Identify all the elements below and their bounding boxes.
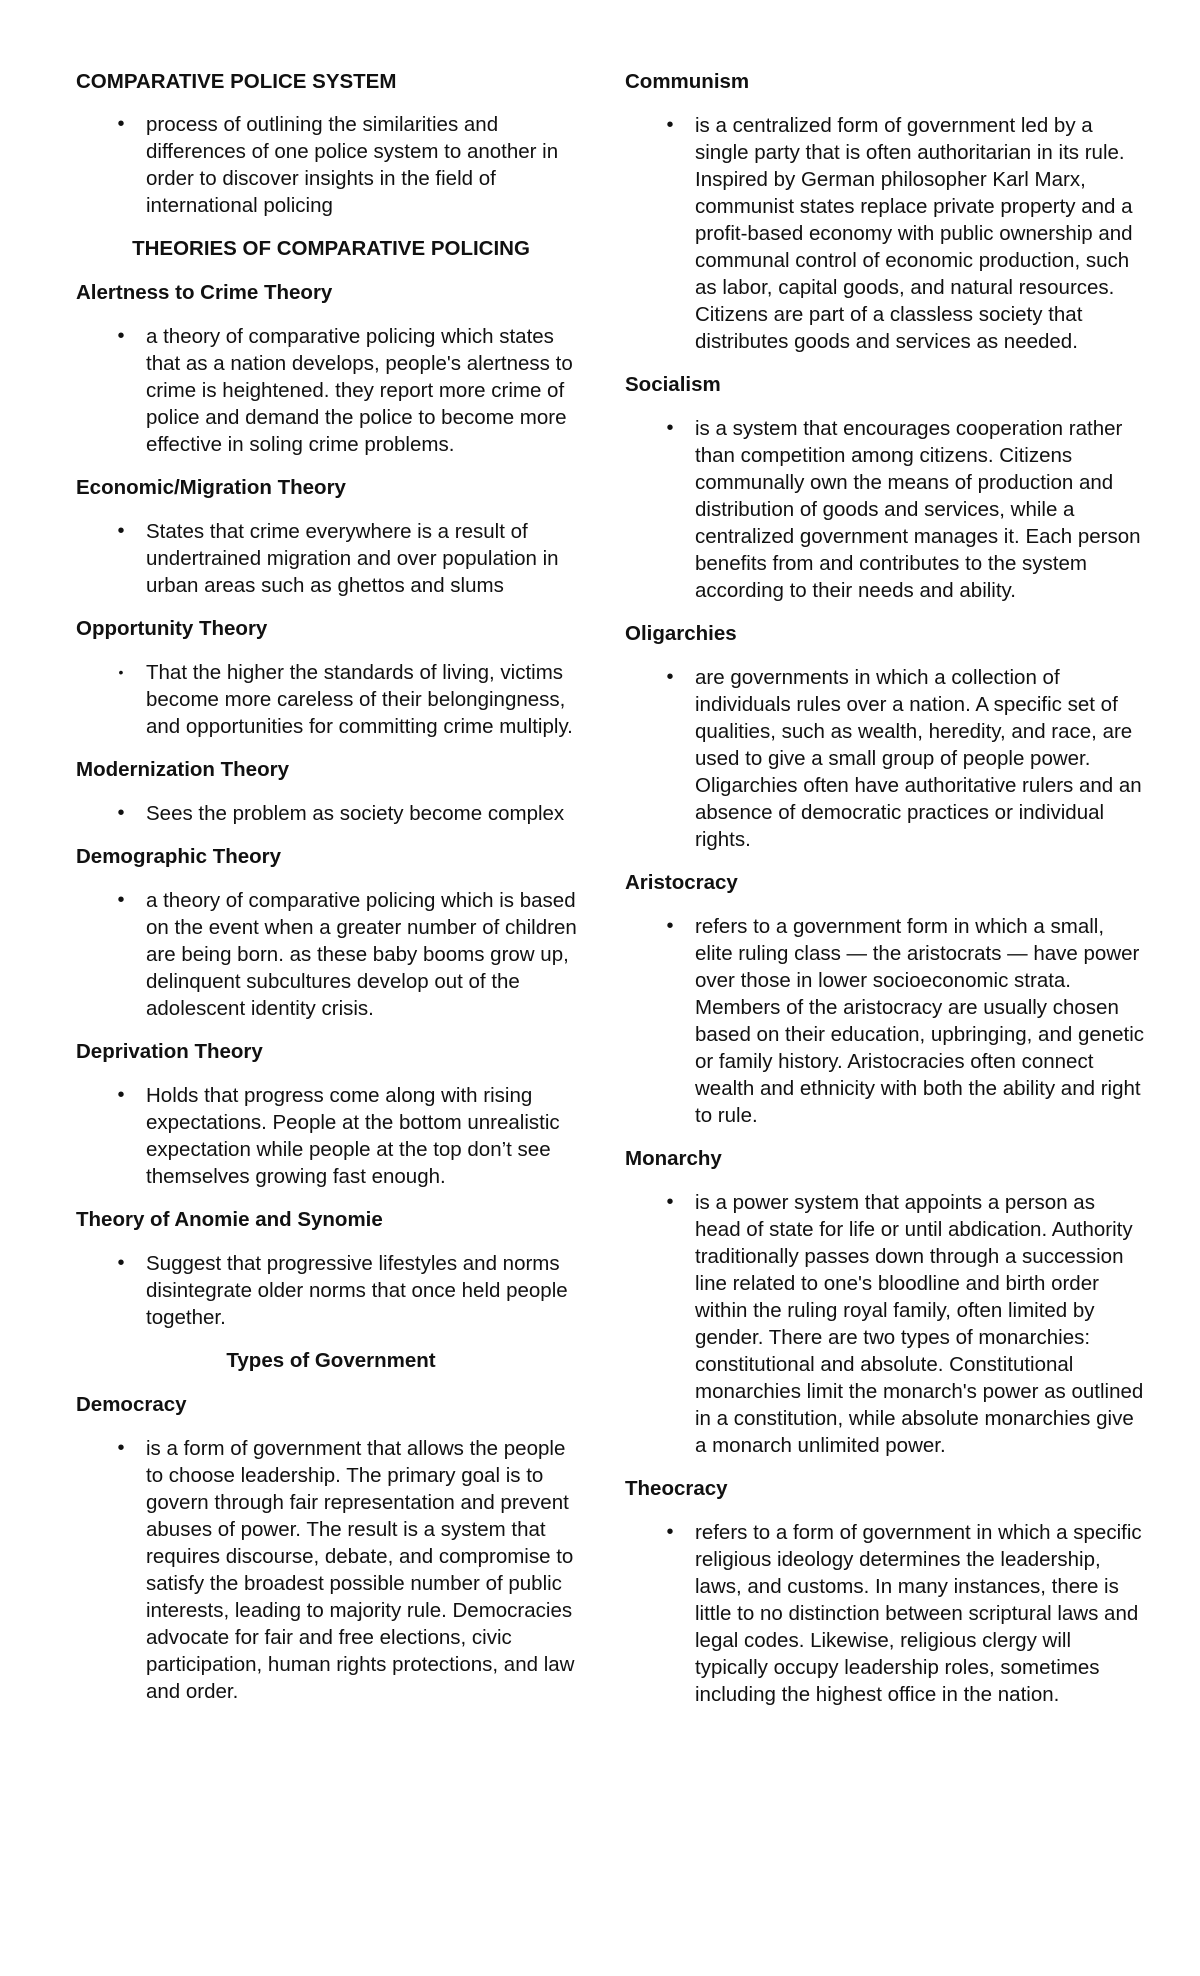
title-definition — [76, 111, 586, 219]
theory-description — [76, 887, 586, 1022]
government-description — [625, 112, 1145, 355]
theory-description-text: a theory of comparative policing which is based on the event when a greater number of children are being born. as these baby booms grow up, delinquent subcultures develop out of the adolescent identity crisis. — [146, 889, 577, 1020]
bullet-icon: • — [666, 666, 674, 688]
theory-heading: Alertness to Crime Theory — [76, 281, 333, 304]
theory-description-text: States that crime everywhere is a result of undertrained migration and over population in urban areas such as ghettos and slums — [146, 520, 559, 597]
government-description-text: is a system that encourages cooperation rather than competition among citizens. Citizens communally own the means of production and distribution of goods and services, while a centralized government manages it. Each person benefits from and contributes to the system according to their needs and ability. — [695, 417, 1141, 602]
theory-description — [76, 659, 586, 740]
bullet-icon: • — [118, 664, 124, 680]
government-description-text: is a form of government that allows the people to choose leadership. The primary goal is to govern through fair representation and prevent abuses of power. The result is a system that requires discourse, debate, and compromise to satisfy the broadest possible number of public interests, leading to majority rule. Democracies advocate for fair and free elections, civic participation, human rights protections, and law and order. — [146, 1437, 575, 1703]
right-column — [625, 68, 1145, 1724]
government-heading: Aristocracy — [625, 871, 738, 894]
bullet-icon: • — [117, 1437, 125, 1459]
bullet-icon: • — [117, 889, 125, 911]
theory-description — [76, 1082, 586, 1190]
government-description-text: is a centralized form of government led by a single party that is often authoritarian in its rule. Inspired by German philosopher Karl Marx, communist states replace private property and a profit-based economy with public ownership and communal control of economic production, such as labor, capital goods, and natural resources. Citizens are part of a classless society that distributes goods and services as needed. — [695, 114, 1133, 353]
left-column — [76, 68, 586, 1721]
government-description-text: refers to a form of government in which a specific religious ideology determines the leadership, laws, and customs. In many instances, there is little to no distinction between scriptural laws and legal codes. Likewise, religious clergy will typically occupy leadership roles, sometimes including the highest office in the nation. — [695, 1521, 1142, 1706]
theory-description — [76, 1250, 586, 1331]
theory-heading: Opportunity Theory — [76, 617, 268, 640]
government-description — [625, 913, 1145, 1129]
government-description — [625, 1189, 1145, 1459]
bullet-icon: • — [117, 1252, 125, 1274]
theory-heading: Modernization Theory — [76, 758, 289, 781]
government-description — [625, 1519, 1145, 1708]
theory-description — [76, 800, 586, 827]
theory-description-text: Holds that progress come along with rising expectations. People at the bottom unrealistic expectation while people at the top don’t see themselves growing fast enough. — [146, 1084, 560, 1188]
bullet-icon: • — [117, 325, 125, 347]
government-heading: Oligarchies — [625, 622, 737, 645]
theory-description — [76, 323, 586, 458]
government-types-heading: Types of Government — [226, 1349, 436, 1372]
government-description-text: is a power system that appoints a person as head of state for life or until abdication. Authority traditionally passes down through a succession line related to one's bloodline and birth order within the ruling royal family, often limited by gender. There are two types of monarchies: constitutional and absolute. Constitutional monarchies limit the monarch's power as outlined in a constitution, while absolute monarchies give a monarch unlimited power. — [695, 1191, 1144, 1457]
government-description — [625, 664, 1145, 853]
bullet-icon: • — [666, 1191, 674, 1213]
bullet-icon: • — [117, 113, 125, 135]
bullet-icon: • — [117, 520, 125, 542]
theory-description-text: Suggest that progressive lifestyles and norms disintegrate older norms that once held people together. — [146, 1252, 568, 1329]
theories-heading: THEORIES OF COMPARATIVE POLICING — [132, 237, 530, 260]
government-heading: Monarchy — [625, 1147, 722, 1170]
government-heading: Democracy — [76, 1393, 187, 1416]
bullet-icon: • — [117, 1084, 125, 1106]
theory-description-text: Sees the problem as society become complex — [146, 802, 565, 825]
theory-heading: Deprivation Theory — [76, 1040, 263, 1063]
government-heading: Communism — [625, 70, 750, 93]
government-description-text: are governments in which a collection of individuals rules over a nation. A specific set of qualities, such as wealth, heredity, and race, are used to give a small group of people power. Oligarchies often have authoritative rulers and an absence of democratic practices or individual rights. — [695, 666, 1142, 851]
theory-description — [76, 518, 586, 599]
bullet-icon: • — [117, 802, 125, 824]
government-description — [76, 1435, 586, 1705]
theory-description-text: a theory of comparative policing which states that as a nation develops, people's alertness to crime is heightened. they report more crime of police and demand the police to become more effective in soling crime problems. — [146, 325, 573, 456]
government-description — [625, 415, 1145, 604]
government-description-text: refers to a government form in which a small, elite ruling class — the aristocrats — have power over those in lower socioeconomic strata. Members of the aristocracy are usually chosen based on their education, upbringing, and genetic or family history. Aristocracies often connect wealth and ethnicity with both the ability and right to rule. — [695, 915, 1145, 1127]
government-heading: Theocracy — [625, 1477, 728, 1500]
bullet-icon: • — [666, 1521, 674, 1543]
bullet-icon: • — [666, 915, 674, 937]
theory-heading: Demographic Theory — [76, 845, 282, 868]
document-title: COMPARATIVE POLICE SYSTEM — [76, 70, 397, 93]
bullet-icon: • — [666, 417, 674, 439]
government-heading: Socialism — [625, 373, 721, 396]
title-definition-text: process of outlining the similarities and differences of one police system to another in order to discover insights in the field of international policing — [146, 113, 559, 217]
theory-heading: Economic/Migration Theory — [76, 476, 346, 499]
theory-description-text: That the higher the standards of living, victims become more careless of their belongingness, and opportunities for committing crime multiply. — [146, 661, 573, 738]
theory-heading: Theory of Anomie and Synomie — [76, 1208, 383, 1231]
bullet-icon: • — [666, 114, 674, 136]
